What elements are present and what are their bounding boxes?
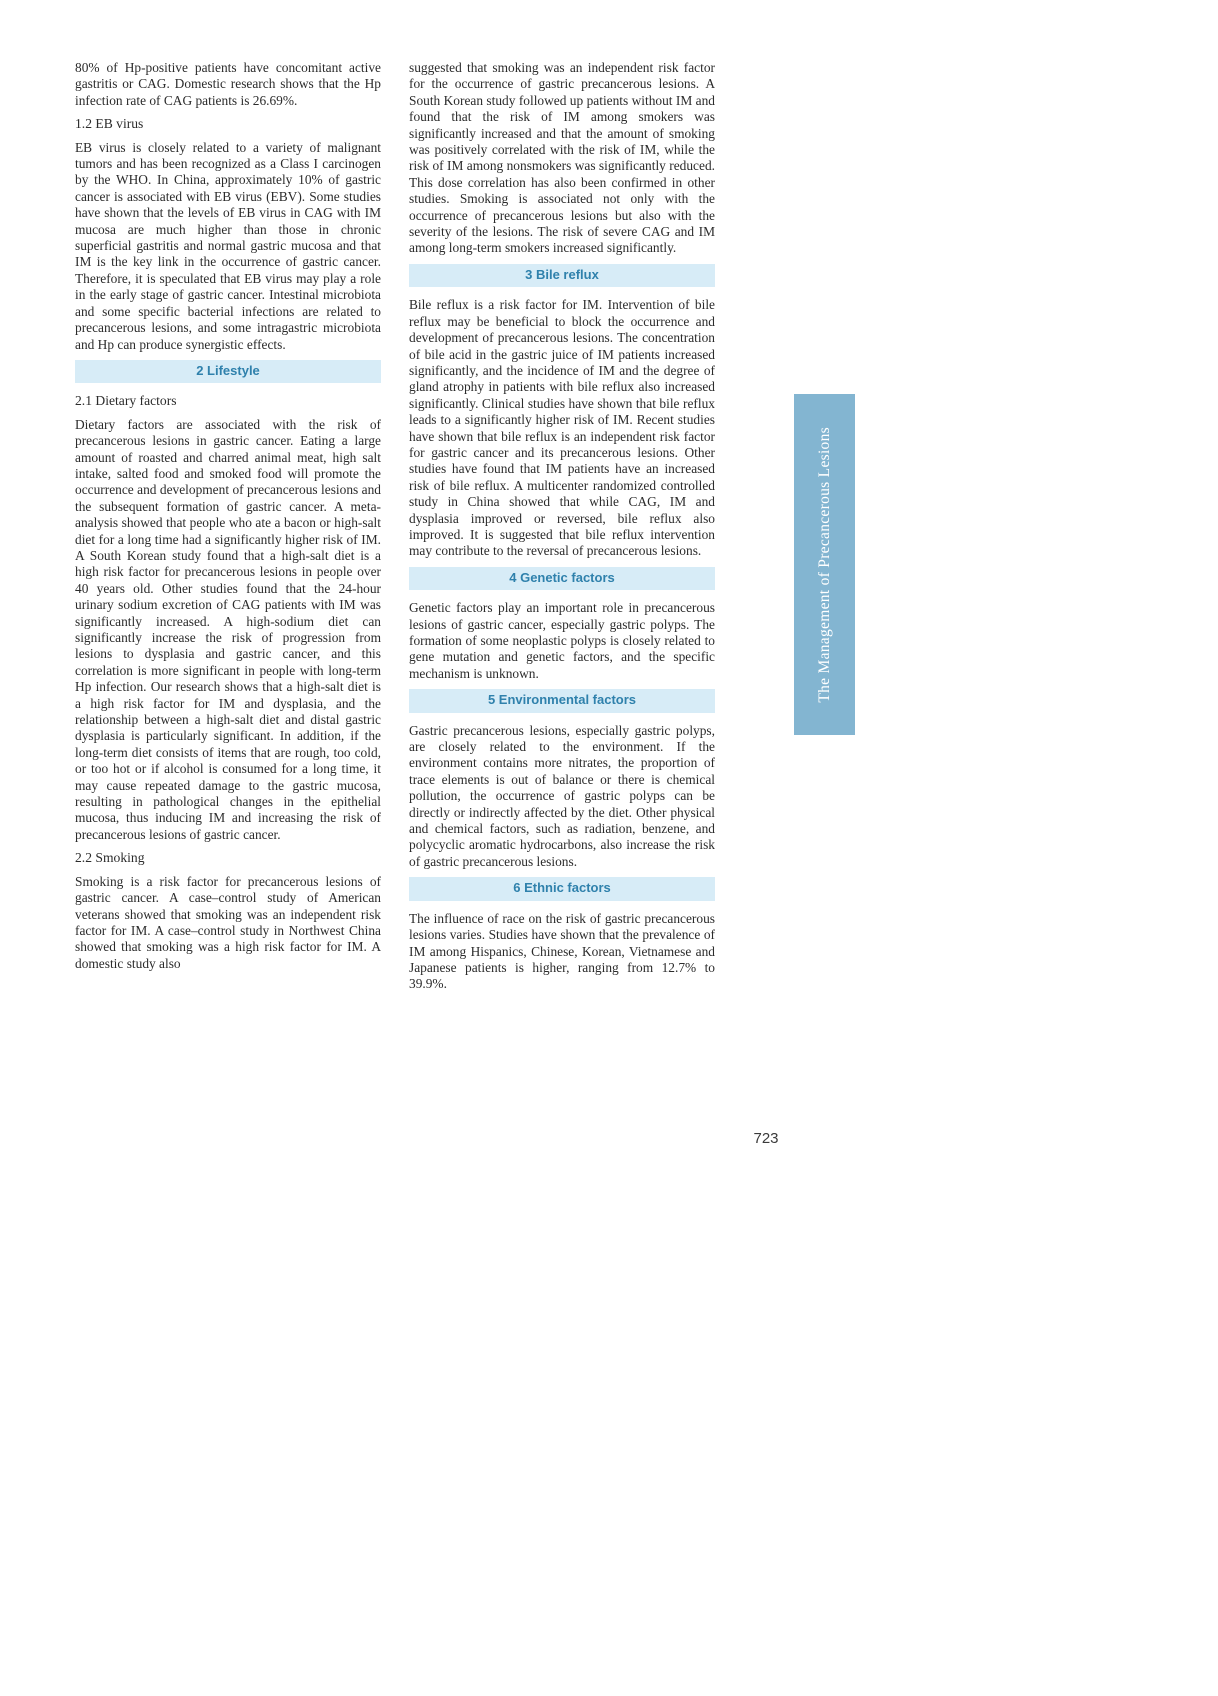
subheading-smoking: 2.2 Smoking <box>75 850 145 866</box>
paragraph-smoking-continued: suggested that smoking was an independent risk factor for the occurrence of gastric precancerous lesions. A South Korean study followed up patients without IM and found that the risk of IM among smokers was significantly increased and that the amount of smoking was positively correlated with the risk of IM, while the risk of IM among nonsmokers was significantly reduced. This dose correlation has also been confirmed in other studies. Smoking is associated not only with the occurrence of precancerous lesions but also with the severity of the lesions. The risk of severe CAG and IM among long-term smokers increased significantly. <box>409 60 715 256</box>
chapter-thumb-tab <box>794 394 855 735</box>
paragraph-environmental-factors: Gastric precancerous lesions, especially gastric polyps, are closely related to the environment. If the environment contains more nitrates, the proportion of trace elements is out of balance or there is chemical pollution, the occurrence of gastric polyps can be directly or indirectly affected by the diet. Other physical and chemical factors, such as radiation, benzene, and polycyclic aromatic hydrocarbons, also increase the risk of gastric precancerous lesions. <box>409 722 715 869</box>
section-header-environmental-factors: 5 Environmental factors <box>409 689 715 712</box>
paragraph-ethnic-factors: The influence of race on the risk of gastric precancerous lesions varies. Studies have shown that the prevalence of IM among Hispanics, Chinese, Korean, Vietnamese and Japanese patients is higher, ranging from 12.7% to 39.9%. <box>409 910 715 992</box>
section-header-genetic-factors: 4 Genetic factors <box>409 567 715 590</box>
subheading-eb-virus: 1.2 EB virus <box>75 116 144 132</box>
paragraph-genetic-factors: Genetic factors play an important role in precancerous lesions of gastric cancer, especially gastric polyps. The formation of some neoplastic polyps is closely related to gene mutation and genetic factors, and the specific mechanism is unknown. <box>409 600 715 681</box>
section-header-bile-reflux: 3 Bile reflux <box>409 264 715 287</box>
article-page-body <box>75 60 715 1000</box>
subheading-dietary-factors: 2.1 Dietary factors <box>75 393 177 409</box>
paragraph-bile-reflux: Bile reflux is a risk factor for IM. Intervention of bile reflux may be beneficial to block the occurrence and development of precancerous lesions. The concentration of bile acid in the gastric juice of IM patients increased significantly, and the incidence of IM and the degree of gland atrophy in patients with bile reflux also increased significantly. Clinical studies have shown that bile reflux leads to a significantly higher risk of IM. Recent studies have shown that bile reflux is an independent risk factor for gastric cancer and its precancerous lesions. Other studies have found that IM patients have an increased risk of bile reflux. A multicenter randomized controlled study in China showed that while CAG, IM and dysplasia improved or reversed, bile reflux also improved. It is suggested that bile reflux intervention may contribute to the reversal of precancerous lesions. <box>409 297 715 559</box>
paragraph-eb-virus: EB virus is closely related to a variety of malignant tumors and has been recognized as a Class I carcinogen by the WHO. In China, approximately 10% of gastric cancer is associated with EB virus (EBV). Some studies have shown that the levels of EB virus in CAG with IM mucosa are much higher than those in chronic superficial gastritis and normal gastric mucosa and that IM is the key link in the occurrence of gastric cancer. Therefore, it is speculated that EB virus may play a role in the early stage of gastric cancer. Intestinal microbiota and some specific bacterial infections are related to precancerous lesions, and some intragastric microbiota and Hp can produce synergistic effects. <box>75 139 381 352</box>
page-number: 723 <box>753 1130 779 1147</box>
chapter-thumb-tab-label: The Management of Precancerous Lesions <box>815 426 833 703</box>
paragraph-smoking: Smoking is a risk factor for precancerous lesions of gastric cancer. A case–control study of American veterans showed that smoking was an independent risk factor for IM. A case–control study in Northwest China showed that smoking was a high risk factor for IM. A domestic study also <box>75 873 381 971</box>
left-text-column <box>75 60 381 1000</box>
paragraph-hp-infection: 80% of Hp-positive patients have concomitant active gastritis or CAG. Domestic research shows that the Hp infection rate of CAG patients is 26.69%. <box>75 60 381 108</box>
section-header-lifestyle: 2 Lifestyle <box>75 360 381 383</box>
paragraph-dietary-factors: Dietary factors are associated with the risk of precancerous lesions in gastric cancer. Eating a large amount of roasted and charred animal meat, high salt intake, salted food and smoked food will promote the occurrence and development of precancerous lesions and the subsequent formation of gastric cancer. A meta-analysis showed that people who ate a bacon or high-salt diet for a long time had a significantly higher risk of IM. A South Korean study found that a high-salt diet is a high risk factor for precancerous lesions in people over 40 years old. Other studies found that the 24-hour urinary sodium excretion of CAG patients with IM was significantly increased. A high-sodium diet can significantly increase the risk of progression from lesions to dysplasia and gastric cancer, and this correlation is more significant in people with long-term Hp infection. Our research shows that a high-salt diet is a high risk factor for IM and dysplasia, and the relationship between a high-salt diet and distal gastric dysplasia is particularly significant. In addition, if the long-term diet consists of items that are rough, too cold, or too hot or if alcohol is consumed for a long time, it may cause repeated damage to the gastric mucosa, resulting in pathological changes in the epithelial mucosa, thus inducing IM and increasing the risk of precancerous lesions of gastric cancer. <box>75 416 381 842</box>
right-text-column <box>409 60 715 1000</box>
section-header-ethnic-factors: 6 Ethnic factors <box>409 877 715 900</box>
